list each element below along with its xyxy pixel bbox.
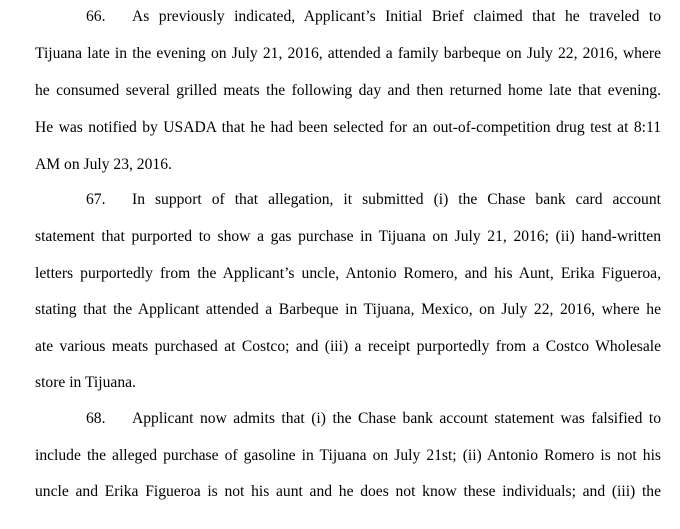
paragraph-text-line: ate various meats purchased at Costco; and (iii) a receipt purportedly from a Costco Wholesale <box>35 338 661 355</box>
paragraph-text-line: Applicant now admits that (i) the Chase bank account statement was falsified to <box>132 410 661 427</box>
paragraph-text-line: Tijuana late in the evening on July 21, 2016, attended a family barbeque on July 22, 2016, where <box>35 45 661 62</box>
paragraph-text-line: He was notified by USADA that he had been selected for an out-of-competition drug test at 8:11 <box>35 119 661 136</box>
paragraph-text-line: statement that purported to show a gas purchase in Tijuana on July 21, 2016; (ii) hand-written <box>35 228 661 245</box>
paragraph-text-line: letters purportedly from the Applicant’s uncle, Antonio Romero, and his Aunt, Erika Figueroa, <box>35 265 661 282</box>
paragraph-number: 68. <box>86 410 106 427</box>
paragraph-text-line: stating that the Applicant attended a Barbeque in Tijuana, Mexico, on July 22, 2016, where he <box>35 301 661 318</box>
paragraph-text-line: include the alleged purchase of gasoline in Tijuana on July 21st; (ii) Antonio Romero is not his <box>35 447 661 464</box>
paragraph-text-line: store in Tijuana. <box>35 374 136 391</box>
paragraph-text-line: In support of that allegation, it submitted (i) the Chase bank card account <box>132 191 661 208</box>
paragraph-number: 67. <box>86 191 106 208</box>
paragraph-text-line: As previously indicated, Applicant’s Initial Brief claimed that he traveled to <box>132 8 661 25</box>
paragraph-text-line: AM on July 23, 2016. <box>35 156 172 173</box>
paragraph-text-line: he consumed several grilled meats the following day and then returned home late that evening. <box>35 82 661 99</box>
paragraph-number: 66. <box>86 8 106 25</box>
paragraph-text-line: uncle and Erika Figueroa is not his aunt and he does not know these individuals; and (iii) the <box>35 483 661 500</box>
